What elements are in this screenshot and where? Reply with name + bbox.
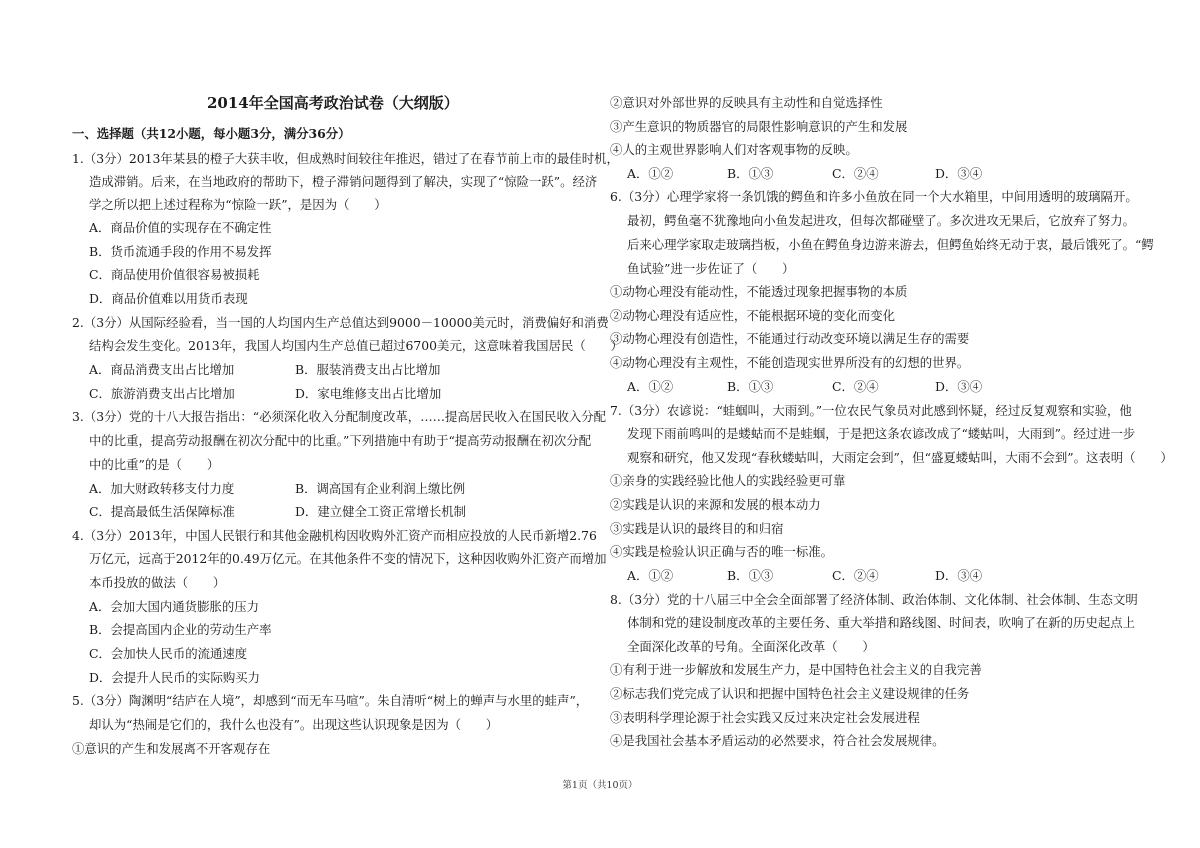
text-line: B．货币流通手段的作用不易发挥 <box>89 244 272 259</box>
text-line: ①意识的产生和发展离不开客观存在 <box>72 741 271 756</box>
text-line: D．商品价值难以用货币表现 <box>89 291 248 306</box>
text-line: 体制和党的建设制度改革的主要任务、重大举措和路线图、时间表，吹响了在新的历史起点上 <box>627 615 1136 630</box>
text-line: ④人的主观世界影响人们对客观事物的反映。 <box>610 142 858 157</box>
text-line: A．加大财政转移支付力度 <box>89 481 235 496</box>
text-line: C．旅游消费支出占比增加 <box>89 386 235 401</box>
text-line: ④是我国社会基本矛盾运动的必然要求，符合社会发展规律。 <box>610 733 945 748</box>
text-line: 造成滞销。后来，在当地政府的帮助下，橙子滞销问题得到了解决，实现了“惊险一跃”。经济 <box>89 174 598 189</box>
text-line: ①亲身的实践经验比他人的实践经验更可靠 <box>610 473 846 488</box>
text-line: D．会提升人民币的实际购买力 <box>89 670 261 685</box>
text-line: ②动物心理没有适应性，不能根据环境的变化而变化 <box>610 308 895 323</box>
text-line: 2.（3分）从国际经验看，当一国的人均国内生产总值达到9000－10000美元时，消费偏好和消费 <box>72 315 609 330</box>
text-line: C．②④ <box>832 379 879 394</box>
text-line: 本币投放的做法（ ） <box>89 575 226 590</box>
text-line: ④实践是检验认识正确与否的唯一标准。 <box>610 544 834 559</box>
text-line: ③实践是认识的最终目的和归宿 <box>610 521 784 536</box>
text-line: A．商品消费支出占比增加 <box>89 362 235 377</box>
text-line: ①动物心理没有能动性，不能透过现象把握事物的本质 <box>610 284 908 299</box>
text-line: 结构会发生变化。2013年，我国人均国内生产总值已超过6700美元，这意味着我国居民（ ） <box>89 338 623 353</box>
page-title: 2014年全国高考政治试卷（大纲版） <box>207 94 459 112</box>
text-line: B．调高国有企业利润上缴比例 <box>295 481 466 496</box>
text-line: 观察和研究，他又发现“春秋蝼蛄叫，大雨定会到”，但“盛夏蝼蛄叫，大雨不会到”。这表明（ ） <box>627 450 1173 465</box>
text-line: 6.（3分）心理学家将一条饥饿的鳄鱼和许多小鱼放在同一个大水箱里，中间用透明的玻璃隔开。 <box>610 189 1138 204</box>
section-heading: 一、选择题（共12小题，每小题3分，满分36分） <box>72 126 351 141</box>
text-line: 学之所以把上述过程称为“惊险一跃”，是因为（ ） <box>89 197 387 212</box>
text-line: A．①② <box>627 568 674 583</box>
text-line: ②标志我们党完成了认识和把握中国特色社会主义建设规律的任务 <box>610 686 970 701</box>
text-line: ③产生意识的物质器官的局限性影响意识的产生和发展 <box>610 119 908 134</box>
text-line: ③动物心理没有创造性，不能通过行动改变环境以满足生存的需要 <box>610 331 970 346</box>
text-line: 发现下雨前鸣叫的是蝼蛄而不是蛙蝈，于是把这条农谚改成了“蝼蛄叫，大雨到”。经过进一步 <box>627 426 1136 441</box>
text-line: 中的比重，提高劳动报酬在初次分配中的比重。”下列措施中有助于“提高劳动报酬在初次分配 <box>89 433 592 448</box>
text-line: 全面深化改革的号角。全面深化改革（ ） <box>627 639 875 654</box>
text-line: D．③④ <box>935 166 983 181</box>
text-line: A．商品价值的实现存在不确定性 <box>89 220 272 235</box>
text-line: 却认为“热闹是它们的，我什么也没有”。出现这些认识现象是因为（ ） <box>89 717 499 732</box>
text-line: D．③④ <box>935 379 983 394</box>
text-line: B．①③ <box>727 568 774 583</box>
text-line: B．服装消费支出占比增加 <box>295 362 441 377</box>
text-line: D．③④ <box>935 568 983 583</box>
text-line: 后来心理学家取走玻璃挡板，小鱼在鳄鱼身边游来游去，但鳄鱼始终无动于衷，最后饿死了。“鳄 <box>627 237 1154 252</box>
text-line: B．①③ <box>727 166 774 181</box>
text-line: 8.（3分）党的十八届三中全会全面部署了经济体制、政治体制、文化体制、社会体制、生态文明 <box>610 592 1138 607</box>
text-line: C．会加快人民币的流通速度 <box>89 646 248 661</box>
text-line: B．①③ <box>727 379 774 394</box>
text-line: C．②④ <box>832 166 879 181</box>
text-line: 万亿元，远高于2012年的0.49万亿元。在其他条件不变的情况下，这种因收购外汇资产而增加 <box>89 551 607 566</box>
text-line: A．①② <box>627 379 674 394</box>
text-line: C．②④ <box>832 568 879 583</box>
text-line: A．会加大国内通货膨胀的压力 <box>89 599 260 614</box>
text-line: 4.（3分）2013年，中国人民银行和其他金融机构因收购外汇资产而相应投放的人民币新增2.76 <box>72 528 597 543</box>
text-line: ②意识对外部世界的反映具有主动性和自觉选择性 <box>610 95 883 110</box>
text-line: D．建立健全工资正常增长机制 <box>295 504 467 519</box>
text-line: 中的比重”的是（ ） <box>89 457 220 472</box>
page-footer: 第1页（共10页） <box>562 780 638 791</box>
text-line: 5.（3分）陶渊明“结庐在人境”，却感到“而无车马喧”。朱自清听“树上的蝉声与水里的蛙声”， <box>72 693 589 708</box>
text-line: ③表明科学理论源于社会实践又反过来决定社会发展进程 <box>610 710 920 725</box>
text-line: ①有利于进一步解放和发展生产力，是中国特色社会主义的自我完善 <box>610 662 982 677</box>
text-line: 鱼试验”进一步佐证了（ ） <box>627 261 795 276</box>
text-line: ④动物心理没有主观性，不能创造现实世界所没有的幻想的世界。 <box>610 355 970 370</box>
text-line: 3.（3分）党的十八大报告指出：“必须深化收入分配制度改革，……提高居民收入在国民收入分配 <box>72 409 607 424</box>
text-line: ②实践是认识的来源和发展的根本动力 <box>610 497 821 512</box>
text-line: C．商品使用价值很容易被损耗 <box>89 267 260 282</box>
text-line: 7.（3分）农谚说：“蛙蝈叫，大雨到。”一位农民气象员对此感到怀疑，经过反复观察和实验，他 <box>610 403 1132 418</box>
text-line: B．会提高国内企业的劳动生产率 <box>89 622 272 637</box>
text-line: C．提高最低生活保障标准 <box>89 504 235 519</box>
text-line: 1.（3分）2013年某县的橙子大获丰收，但成熟时间较往年推迟，错过了在春节前上市的最佳时机， <box>72 151 619 166</box>
text-line: 最初，鳄鱼毫不犹豫地向小鱼发起进攻，但每次都碰壁了。多次进攻无果后，它放弃了努力。 <box>627 213 1136 228</box>
text-line: A．①② <box>627 166 674 181</box>
text-line: D．家电维修支出占比增加 <box>295 386 442 401</box>
